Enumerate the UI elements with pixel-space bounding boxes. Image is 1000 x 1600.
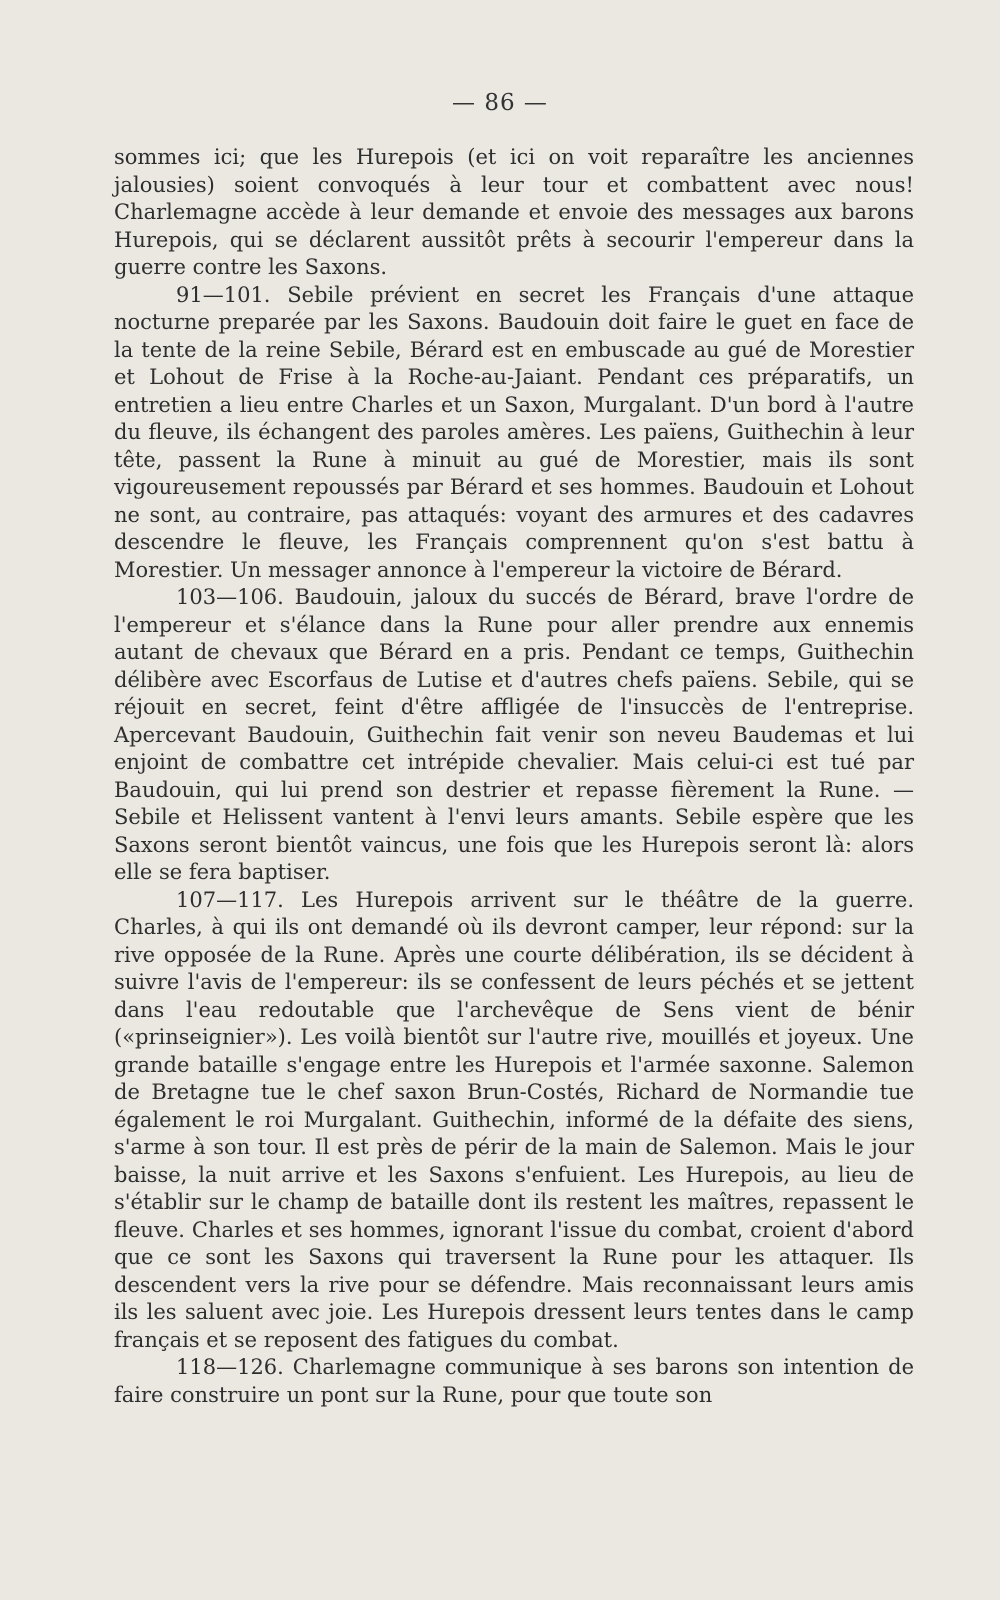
paragraph-91-101: 91—101. Sebile prévient en secret les Français d'une attaque nocturne preparée par les Saxons. Baudouin doit faire le guet en face de la tente de la reine Sebile, Bérard est en embuscade au gué de Morestier et Lohout de Frise à la Roche-au-Jaiant. Pendant ces préparatifs, un entretien a lieu entre Charles et un Saxon, Murgalant. D'un bord à l'autre du fleuve, ils échangent des paroles amères. Les païens, Guithechin à leur tête, passent la Rune à minuit au gué de Morestier, mais ils sont vigoureusement repoussés par Bérard et ses hommes. Baudouin et Lohout ne sont, au contraire, pas attaqués: voyant des armures et des cadavres descendre le fleuve, les Français comprennent qu'on s'est battu à Morestier. Un messager annonce à l'empereur la victoire de Bérard. [114, 282, 914, 582]
paragraph-103-106: 103—106. Baudouin, jaloux du succés de Bérard, brave l'ordre de l'empereur et s'élance dans la Rune pour aller prendre aux ennemis autant de chevaux que Bérard en a pris. Pendant ce temps, Guithechin délibère avec Escorfaus de Lutise et d'autres chefs païens. Sebile, qui se réjouit en secret, feint d'être affligée de l'insuccès de l'entreprise. Apercevant Baudouin, Guithechin fait venir son neveu Baudemas et lui enjoint de combattre cet intrépide chevalier. Mais celui-ci est tué par Baudouin, qui lui prend son destrier et repasse fièrement la Rune. — Sebile et Helissent vantent à l'envi leurs amants. Sebile espère que les Saxons seront bientôt vaincus, une fois que les Hurepois seront là: alors elle se fera baptiser. [114, 585, 914, 884]
body-text [114, 144, 914, 1409]
paragraph-continuation: sommes ici; que les Hurepois (et ici on voit reparaître les anciennes jalousies) soient convoqués à leur tour et combattent avec nous! Charlemagne accède à leur demande et envoie des messages aux barons Hurepois, qui se déclarent aussitôt prêts à secourir l'empereur dans la guerre contre les Saxons. [114, 145, 914, 279]
paragraph-107-117: 107—117. Les Hurepois arrivent sur le théâtre de la guerre. Charles, à qui ils ont demandé où ils devront camper, leur répond: sur la rive opposée de la Rune. Après une courte délibération, ils se décident à suivre l'avis de l'empereur: ils se confessent de leurs péchés et se jettent dans l'eau redoutable que l'archevêque de Sens vient de bénir («prinseignier»). Les voilà bientôt sur l'autre rive, mouillés et joyeux. Une grande bataille s'engage entre les Hurepois et l'armée saxonne. Salemon de Bretagne tue le chef saxon Brun-Costés, Richard de Normandie tue également le roi Murgalant. Guithechin, informé de la défaite des siens, s'arme à son tour. Il est près de périr de la main de Salemon. Mais le jour baisse, la nuit arrive et les Saxons s'enfuient. Les Hurepois, au lieu de s'établir sur le champ de bataille dont ils restent les maîtres, repassent le fleuve. Charles et ses hommes, ignorant l'issue du combat, croient d'abord que ce sont les Saxons qui traversent la Rune pour les attaquer. Ils descendent vers la rive pour se défendre. Mais reconnaissant leurs amis ils les saluent avec joie. Les Hurepois dressent leurs tentes dans le camp français et se reposent des fatigues du combat. [114, 887, 914, 1352]
paragraph-118-126: 118—126. Charlemagne communique à ses barons son intention de faire construire un pont sur la Rune, pour que toute son [114, 1355, 914, 1407]
page-number: — 86 — [452, 90, 548, 116]
